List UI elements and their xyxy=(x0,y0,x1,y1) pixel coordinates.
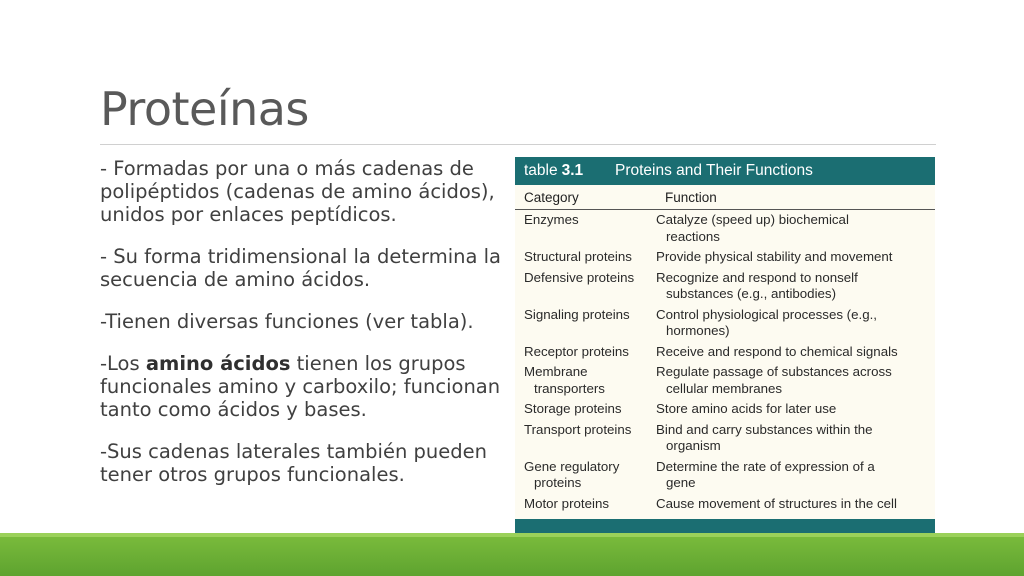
table-row xyxy=(515,362,935,399)
table-row xyxy=(515,457,935,494)
row-function xyxy=(656,249,928,266)
protein-functions-table xyxy=(515,157,935,560)
bullet-text: -Los xyxy=(100,352,146,375)
row-category xyxy=(515,364,656,397)
function-text: cellular membranes xyxy=(666,380,783,396)
bottom-bar-highlight xyxy=(0,533,1024,537)
category-text: proteins xyxy=(534,475,582,490)
row-category xyxy=(515,401,656,418)
column-header-function: Function xyxy=(665,190,717,205)
table-row xyxy=(515,305,935,342)
table-row xyxy=(515,342,935,363)
row-function xyxy=(656,364,928,397)
category-text: Transport proteins xyxy=(524,421,632,437)
table-row xyxy=(515,268,935,305)
row-category xyxy=(515,459,656,492)
bullet-item xyxy=(100,440,512,486)
function-text: Cause movement of structures in the cell xyxy=(656,495,897,511)
category-text: Gene regulatory xyxy=(524,458,620,474)
category-text: transporters xyxy=(534,380,605,396)
table-column-headers xyxy=(515,187,935,210)
function-text: substances (e.g., antibodies) xyxy=(666,286,837,301)
table-header-band xyxy=(515,157,935,185)
category-text: Defensive proteins xyxy=(524,269,635,285)
function-text: Bind and carry substances within the xyxy=(656,421,873,437)
function-text: Store amino acids for later use xyxy=(656,401,837,416)
bullet-item xyxy=(100,352,512,421)
category-text: Receptor proteins xyxy=(524,343,629,359)
row-category xyxy=(515,307,656,340)
bullet-item xyxy=(100,157,512,226)
row-category xyxy=(515,496,656,513)
function-text: gene xyxy=(666,475,696,490)
row-function xyxy=(656,307,928,340)
row-category xyxy=(515,249,656,266)
category-text: Motor proteins xyxy=(524,495,609,511)
bullet-text: - Formadas por una o más cadenas de polipéptidos (cadenas de amino ácidos), unidos por enlaces peptídicos. xyxy=(100,157,495,226)
function-text: Receive and respond to chemical signals xyxy=(656,343,898,359)
table-row xyxy=(515,210,935,247)
function-text: hormones) xyxy=(666,323,730,338)
row-function xyxy=(656,401,928,418)
row-function xyxy=(656,344,928,361)
function-text: Control physiological processes (e.g., xyxy=(656,306,877,322)
row-function xyxy=(656,459,928,492)
category-text: Storage proteins xyxy=(524,401,622,416)
bullet-text: -Sus cadenas laterales también pueden tener otros grupos funcionales. xyxy=(100,440,488,486)
table-label xyxy=(524,162,583,180)
category-text: Enzymes xyxy=(524,212,579,227)
table-number: 3.1 xyxy=(561,162,584,179)
bullet-list xyxy=(100,157,512,505)
table-row xyxy=(515,494,935,515)
function-text: Regulate passage of substances across xyxy=(656,364,892,379)
function-text: organism xyxy=(666,438,721,453)
category-text: Membrane xyxy=(524,364,588,379)
bullet-bold-text: amino ácidos xyxy=(145,352,291,375)
category-text: Structural proteins xyxy=(524,249,632,264)
row-function xyxy=(656,212,928,245)
table-body xyxy=(515,210,935,514)
bullet-text: tienen los grupos funcionales amino y carboxilo; funcionan tanto como ácidos y bases. xyxy=(100,352,501,421)
row-category xyxy=(515,344,656,361)
bottom-accent-bar xyxy=(0,533,1024,576)
category-text: Signaling proteins xyxy=(524,306,630,322)
function-text: Provide physical stability and movement xyxy=(656,249,893,264)
table-row xyxy=(515,420,935,457)
column-header-category: Category xyxy=(524,190,579,205)
row-category xyxy=(515,212,656,245)
table-title: Proteins and Their Functions xyxy=(615,162,813,179)
function-text: Catalyze (speed up) biochemical xyxy=(656,212,849,227)
row-function xyxy=(656,422,928,455)
bullet-item xyxy=(100,310,512,333)
table-footer-band xyxy=(515,519,935,533)
table-row xyxy=(515,247,935,268)
row-function xyxy=(656,496,928,513)
table-label-word: table xyxy=(524,162,558,179)
bullet-item xyxy=(100,245,512,291)
bullet-text: - Su forma tridimensional la determina la secuencia de amino ácidos. xyxy=(100,245,501,291)
row-function xyxy=(656,270,928,303)
row-category xyxy=(515,270,656,303)
table-row xyxy=(515,399,935,420)
function-text: Recognize and respond to nonself xyxy=(656,269,858,285)
bullet-text: -Tienen diversas funciones (ver tabla). xyxy=(100,310,474,333)
row-category xyxy=(515,422,656,455)
title-divider xyxy=(100,144,936,145)
function-text: Determine the rate of expression of a xyxy=(656,458,875,474)
slide-title: Proteínas xyxy=(100,82,309,136)
function-text: reactions xyxy=(666,228,720,244)
